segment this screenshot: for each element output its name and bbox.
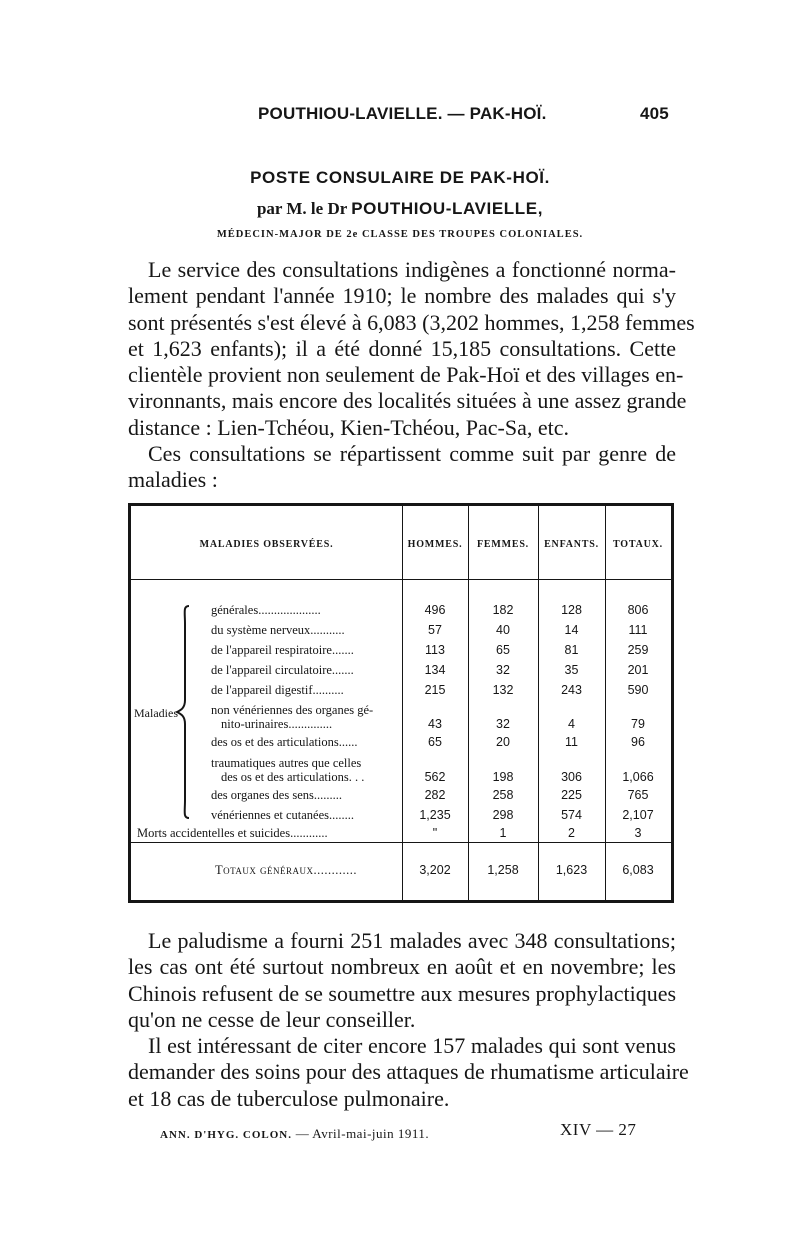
row-label-continued: des os et des articulations. . .	[221, 770, 365, 784]
header-maladies: MALADIES OBSERVÉES.	[199, 539, 334, 550]
row-label: de l'appareil circulatoire.......	[211, 663, 354, 677]
cell-femmes: 1,258	[487, 863, 519, 877]
text-line: et 1,623 enfants); il a été donné 15,185 consultations. Cette	[128, 335, 676, 361]
header-totaux: TOTAUX.	[613, 539, 663, 550]
text-line: Le service des consultations indigènes a fonctionné norma-	[148, 257, 676, 282]
cell-femmes: 298	[492, 808, 514, 822]
cell-enfants: 11	[565, 735, 578, 749]
row-label: traumatiques autres que celles	[211, 756, 362, 770]
cell-hommes: 562	[424, 770, 446, 784]
header-enfants: ENFANTS.	[544, 539, 599, 550]
cell-totaux: 765	[627, 788, 649, 802]
row-label: vénériennes et cutanées........	[211, 808, 354, 822]
row-label: du système nerveux...........	[211, 623, 345, 637]
cell-femmes: 1	[499, 826, 507, 840]
cell-hommes: 1,235	[419, 808, 451, 822]
journal-date: — Avril-mai-juin 1911.	[295, 1126, 430, 1141]
text-line: sont présentés s'est élevé à 6,083 (3,202 hommes, 1,258 femmes	[128, 309, 695, 335]
text-line: Le paludisme a fourni 251 malades avec 348 consultations;	[148, 928, 676, 953]
cell-femmes: 258	[492, 788, 514, 802]
group-label: Maladies	[134, 706, 178, 720]
text-line: et 18 cas de tuberculose pulmonaire.	[128, 1085, 450, 1111]
page-number: 405	[640, 104, 669, 123]
cell-enfants: 128	[561, 603, 582, 617]
header-hommes: HOMMES.	[407, 539, 463, 550]
cell-femmes: 182	[492, 603, 514, 617]
text-line: maladies :	[128, 467, 218, 493]
cell-enfants: 35	[564, 663, 579, 677]
intro-paragraph	[128, 257, 695, 441]
cell-hommes: 496	[424, 603, 446, 617]
text-line: qu'on ne cesse de leur conseiller.	[128, 1006, 416, 1032]
disease-table	[128, 503, 674, 903]
cell-hommes: 43	[428, 717, 442, 731]
running-title: POUTHIOU-LAVIELLE. — PAK-HOÏ.	[258, 104, 547, 123]
totals-label: Totaux généraux............	[215, 863, 358, 877]
row-label: de l'appareil digestif..........	[211, 683, 344, 697]
cell-enfants: 243	[561, 683, 582, 697]
author-role: MÉDECIN-MAJOR DE 2e CLASSE DES TROUPES COLONIALES.	[216, 229, 584, 240]
cell-hommes: 57	[428, 623, 442, 637]
morts-label: Morts accidentelles et suicides............	[137, 826, 328, 840]
journal-abbrev: ANN. D'HYG. COLON.	[160, 1129, 292, 1141]
cell-hommes: 3,202	[419, 863, 451, 877]
cell-enfants: 306	[561, 770, 582, 784]
cell-hommes: 215	[424, 683, 446, 697]
author-name: POUTHIOU-LAVIELLE,	[351, 199, 544, 218]
text-line: clientèle provient non seulement de Pak-Hoï et des villages en-	[128, 362, 684, 388]
cell-enfants: 4	[568, 717, 575, 731]
row-label: générales....................	[211, 603, 321, 617]
cell-femmes: 20	[496, 735, 510, 749]
cell-hommes: 134	[424, 663, 446, 677]
cell-totaux: 79	[631, 717, 645, 731]
cell-totaux: 259	[627, 643, 649, 657]
cell-hommes: "	[432, 826, 438, 840]
cell-hommes: 113	[425, 643, 445, 657]
cell-femmes: 40	[496, 623, 510, 637]
text-line: Chinois refusent de se soumettre aux mesures prophylactiques	[128, 980, 677, 1006]
row-label: des organes des sens.........	[211, 788, 342, 802]
rhumatisme-paragraph	[128, 1033, 689, 1112]
cell-totaux: 2,107	[622, 808, 654, 822]
cell-enfants: 81	[564, 643, 579, 657]
cell-enfants: 14	[564, 623, 579, 637]
row-label: des os et des articulations......	[211, 735, 358, 749]
byline	[0, 199, 800, 219]
cell-femmes: 32	[496, 663, 510, 677]
row-label: non vénériennes des organes gé-	[211, 703, 374, 717]
cell-totaux: 1,066	[622, 770, 654, 784]
text-line	[128, 928, 676, 954]
cell-totaux: 590	[627, 683, 649, 697]
paludisme-paragraph	[128, 928, 676, 1033]
row-label-continued: nito-urinaires..............	[221, 717, 333, 731]
text-line: Il est intéressant de citer encore 157 malades qui sont venus	[148, 1033, 676, 1058]
brace-icon	[175, 604, 195, 820]
header-femmes: FEMMES.	[477, 539, 529, 550]
cell-enfants: 574	[561, 808, 582, 822]
text-line: Ces consultations se répartissent comme suit par genre de	[148, 441, 676, 466]
intro2-paragraph	[128, 441, 676, 494]
cell-hommes: 282	[424, 788, 446, 802]
cell-totaux: 6,083	[622, 863, 654, 877]
cell-enfants: 225	[561, 788, 582, 802]
cell-totaux: 201	[627, 663, 649, 677]
cell-hommes: 65	[428, 735, 442, 749]
cell-totaux: 111	[628, 623, 648, 637]
byline-prefix: par M. le Dr	[256, 199, 347, 218]
cell-enfants: 2	[568, 826, 575, 840]
cell-totaux: 806	[627, 603, 649, 617]
text-line: vironnants, mais encore des localités situées à une assez grande	[128, 388, 687, 414]
text-line: lement pendant l'année 1910; le nombre des malades qui s'y	[128, 283, 676, 309]
text-line: distance : Lien-Tchéou, Kien-Tchéou, Pac-Sa, etc.	[128, 414, 570, 440]
cell-femmes: 198	[492, 770, 514, 784]
footer-signature: XIV — 27	[560, 1120, 637, 1139]
row-label: de l'appareil respiratoire.......	[211, 643, 354, 657]
cell-femmes: 132	[492, 683, 514, 697]
article-title: POSTE CONSULAIRE DE PAK-HOÏ.	[250, 168, 550, 187]
text-line: demander des soins pour des attaques de rhumatisme articulaire	[128, 1059, 689, 1085]
cell-femmes: 32	[496, 717, 510, 731]
cell-totaux: 96	[631, 735, 645, 749]
footer-journal	[160, 1126, 429, 1142]
cell-femmes: 65	[496, 643, 510, 657]
cell-enfants: 1,623	[555, 863, 588, 877]
text-line: les cas ont été surtout nombreux en août et en novembre; les	[128, 954, 676, 980]
cell-totaux: 3	[634, 826, 642, 840]
